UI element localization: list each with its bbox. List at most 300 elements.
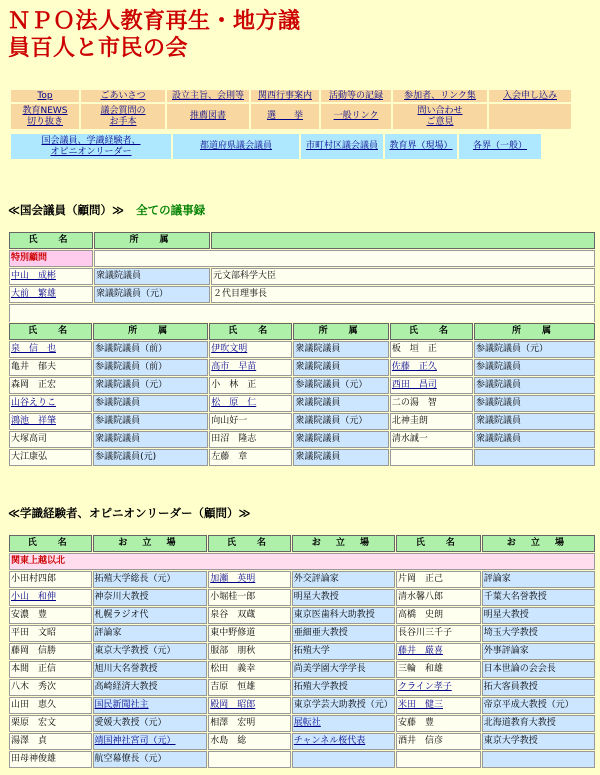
expert-position-text[interactable]: 靖国神社宮司（元）: [94, 736, 176, 746]
member-name[interactable]: [9, 341, 92, 358]
expert-position: [482, 733, 595, 750]
member-name-text[interactable]: 大前 繁雄: [11, 289, 57, 299]
nav-item-label: ごあいさつ: [100, 90, 146, 101]
category-item-4[interactable]: [458, 133, 542, 160]
expert-name[interactable]: [396, 697, 481, 714]
member-name[interactable]: [9, 413, 92, 430]
expert-position-text: 帝京平成大教授（元）: [483, 700, 574, 710]
expert-position-text: 評論家: [483, 574, 511, 584]
expert-position-text: 外事評論家: [483, 646, 529, 656]
member-name[interactable]: [390, 377, 473, 394]
expert-position: [482, 679, 595, 696]
category-item-1[interactable]: [172, 133, 300, 160]
expert-name-text[interactable]: 殿岡 昭郎: [210, 700, 256, 710]
expert-position[interactable]: [93, 697, 208, 714]
table-row: [9, 431, 595, 448]
member-affiliation-text: 衆議院議員: [295, 452, 341, 462]
member-name: [390, 413, 473, 430]
expert-position: [292, 751, 395, 768]
category-item-label: 教育界（現場）: [389, 141, 453, 151]
spacer-row: [9, 304, 595, 323]
table-row: [9, 679, 595, 696]
expert-name: [9, 679, 92, 696]
expert-position-text: 明星大教授: [483, 610, 529, 620]
column-header: 所 属: [94, 232, 210, 249]
member-name[interactable]: [9, 286, 93, 303]
blank-cell: [9, 304, 595, 323]
member-affiliation: [93, 431, 208, 448]
table-row: [9, 751, 595, 768]
member-affiliation: [93, 341, 208, 358]
expert-position-text: 神奈川大教授: [94, 592, 149, 602]
member-name-text: 清水誠一: [391, 434, 428, 444]
expert-name-text[interactable]: 小山 和伸: [11, 592, 57, 602]
member-note-text: ２代目理事長: [213, 289, 268, 299]
expert-name[interactable]: [208, 571, 291, 588]
expert-position: [93, 607, 208, 624]
table-row: [9, 571, 595, 588]
expert-name: [9, 697, 92, 714]
expert-position-text: 拓殖大学教授: [293, 682, 348, 692]
member-name-text[interactable]: 鴻池 祥肇: [11, 416, 57, 426]
expert-position-text: 愛媛大教授（元）: [94, 718, 167, 728]
member-name: [390, 449, 473, 466]
expert-name-text[interactable]: クライン孝子: [397, 682, 452, 692]
member-affiliation-text: 参議院議員: [95, 398, 141, 408]
nav-sub-item-2[interactable]: [166, 103, 250, 130]
expert-position: [292, 589, 395, 606]
member-affiliation: [293, 413, 389, 430]
expert-name-text: 三輪 和雄: [397, 664, 443, 674]
expert-position-text: 評論家: [94, 628, 122, 638]
expert-name: [208, 679, 291, 696]
expert-name: [9, 625, 92, 642]
member-affiliation: [293, 395, 389, 412]
expert-position: [482, 571, 595, 588]
expert-name-text: 高橋 史朗: [397, 610, 443, 620]
expert-position: [292, 625, 395, 642]
expert-name: [9, 661, 92, 678]
expert-position-text: 尚美学園大学学長: [293, 664, 366, 674]
expert-name-text: 田母神俊雄: [11, 754, 57, 764]
member-affiliation: [474, 341, 595, 358]
column-header: 氏 名: [9, 535, 92, 552]
all-minutes-link[interactable]: 全ての議事録: [136, 203, 206, 217]
member-name-text: 小 林 正: [211, 380, 257, 390]
table-row: [9, 589, 595, 606]
member-name: [9, 449, 92, 466]
expert-name-text: 水島 総: [210, 736, 247, 746]
member-name-text[interactable]: 佐藤 正久: [391, 362, 437, 372]
expert-name: [208, 589, 291, 606]
column-header: 氏 名: [208, 535, 291, 552]
member-affiliation-text: 衆議院議員（元）: [295, 416, 368, 426]
expert-name-text: 小堀桂一郎: [210, 592, 256, 602]
site-title: [8, 8, 428, 62]
member-affiliation: [93, 377, 208, 394]
member-name-text[interactable]: 松 原 仁: [211, 398, 257, 408]
table-row: [9, 607, 595, 624]
member-affiliation-text: 参議院議員: [476, 398, 522, 408]
expert-position: [292, 679, 395, 696]
member-affiliation: [293, 431, 389, 448]
nav-item-4[interactable]: [320, 89, 392, 103]
nav-sub-item-6: [488, 103, 572, 130]
member-name-text[interactable]: 山谷えりこ: [11, 398, 57, 408]
member-affiliation: [94, 268, 210, 285]
expert-position-text: 千葉大名誉教授: [483, 592, 547, 602]
expert-name-text: 本間 正信: [11, 664, 57, 674]
expert-position-text[interactable]: 展転社: [293, 718, 321, 728]
diet-members-table: [8, 322, 596, 467]
nav-item-label: 活動等の記録: [328, 90, 383, 101]
expert-name-text: 松田 義幸: [210, 664, 256, 674]
member-name-text: 大江康弘: [11, 452, 48, 462]
expert-name-text: 東中野修道: [210, 628, 256, 638]
member-affiliation-text: 衆議院議員: [295, 344, 341, 354]
expert-position: [292, 697, 395, 714]
category-item-0[interactable]: [10, 133, 172, 160]
diet-heading-text: ≪国会議員（顧問）≫: [8, 203, 125, 217]
member-name-text[interactable]: 中山 成彬: [11, 271, 57, 281]
nav-sub-item-label: 問い合わせ: [417, 105, 463, 116]
expert-position: [93, 625, 208, 642]
expert-position: [482, 607, 595, 624]
nav-sub-item-label: 選 挙: [266, 111, 303, 121]
member-affiliation-text: 衆議院議員: [476, 416, 522, 426]
expert-name: [208, 661, 291, 678]
member-affiliation-text: 衆議院議員: [295, 434, 341, 444]
expert-position-text: 埼玉大学教授: [483, 628, 538, 638]
expert-name-text[interactable]: 藤井 厳喜: [397, 646, 443, 656]
member-name: [209, 377, 292, 394]
member-affiliation-text: 衆議院議員: [96, 271, 142, 281]
table-row: [9, 625, 595, 642]
region-row: [9, 553, 595, 570]
member-name[interactable]: [209, 395, 292, 412]
nav-row-3: [10, 133, 600, 160]
expert-name-text: 安藤 豊: [397, 718, 434, 728]
nav-item-label: 参加者、リンク集: [404, 90, 476, 101]
expert-position: [93, 715, 208, 732]
expert-name-text[interactable]: 加瀬 英明: [210, 574, 256, 584]
member-name[interactable]: [209, 341, 292, 358]
expert-position-text: 明星大教授: [293, 592, 339, 602]
member-affiliation-text: 衆議院議員: [295, 398, 341, 408]
expert-name: [396, 751, 481, 768]
member-name[interactable]: [9, 395, 92, 412]
expert-position[interactable]: [93, 733, 208, 750]
header-row: [9, 535, 595, 552]
member-name-text[interactable]: 伊吹文明: [211, 344, 248, 354]
member-name-text: 左藤 章: [211, 452, 248, 462]
nav-item-label: 設立主旨、会則等: [171, 90, 244, 101]
expert-name: [9, 751, 92, 768]
member-name: [9, 377, 92, 394]
member-name-text[interactable]: 高市 早苗: [211, 362, 257, 372]
nav-row-1: [10, 89, 600, 103]
expert-position-text: 高崎経済大教授: [94, 682, 158, 692]
member-affiliation-text: 参議院議員: [476, 362, 522, 372]
member-name-text[interactable]: 泉 信 也: [11, 344, 57, 354]
expert-name: [9, 733, 92, 750]
nav-item-5[interactable]: [392, 89, 488, 103]
member-affiliation-text: 参議院議員（前）: [95, 362, 168, 372]
member-name-text[interactable]: 西田 昌司: [391, 380, 437, 390]
expert-position-text[interactable]: チャンネル桜代表: [293, 736, 366, 746]
expert-name-text: 長谷川三千子: [397, 628, 452, 638]
member-name[interactable]: [9, 268, 93, 285]
column-header: お 立 場: [482, 535, 595, 552]
expert-position-text: 東京学芸大助教授（元）: [293, 700, 393, 710]
expert-name-text: 清水馨八郎: [397, 592, 443, 602]
expert-position: [292, 571, 395, 588]
nav-item-1[interactable]: [80, 89, 166, 103]
expert-name: [396, 589, 481, 606]
nav-sub-item-label: 推薦図書: [189, 111, 226, 121]
column-header: 氏 名: [396, 535, 481, 552]
category-item-2[interactable]: [300, 133, 384, 160]
column-header: 氏 名: [9, 232, 93, 249]
nav-sub-item-label: ご意見: [426, 116, 454, 127]
member-affiliation: [474, 377, 595, 394]
expert-position: [482, 751, 595, 768]
nav-item-3[interactable]: [250, 89, 320, 103]
expert-position: [93, 571, 208, 588]
expert-name[interactable]: [396, 679, 481, 696]
table-row: [9, 643, 595, 660]
member-affiliation: [293, 377, 389, 394]
nav-sub-item-3[interactable]: [250, 103, 320, 130]
expert-name-text: 安濃 豊: [11, 610, 48, 620]
member-affiliation-text: 衆議院議員: [95, 434, 141, 444]
member-name-text: 向山好一: [211, 416, 248, 426]
member-name-text: 二の湯 智: [391, 398, 437, 408]
expert-name[interactable]: [9, 589, 92, 606]
expert-name: [396, 733, 481, 750]
expert-position: [93, 589, 208, 606]
expert-name-text: 酒井 信彦: [397, 736, 443, 746]
expert-position-text: 亜細亜大教授: [293, 628, 348, 638]
special-label-row: [9, 250, 595, 267]
expert-position-text: 北海道教育大教授: [483, 718, 556, 728]
diet-section-heading: [8, 202, 205, 218]
nav-item-label: 入会申し込み: [502, 90, 557, 101]
expert-name-text: 服部 朋秋: [210, 646, 256, 656]
category-item-label: 国会議員、学識経験者、: [41, 135, 141, 146]
member-note: [211, 286, 595, 303]
expert-name-text: 山田 恵久: [11, 700, 57, 710]
member-affiliation: [93, 449, 208, 466]
nav-sub-item-5[interactable]: [392, 103, 488, 130]
member-affiliation: [474, 413, 595, 430]
expert-position-text: 航空幕僚長（元）: [94, 754, 167, 764]
column-header: 所 属: [474, 323, 595, 340]
table-row: [9, 449, 595, 466]
nav-sub-item-1[interactable]: [80, 103, 166, 130]
nav-item-label: 関西行事案内: [257, 90, 312, 101]
nav-item-label: Top: [37, 90, 53, 101]
region-label: 関東上越以北: [9, 553, 595, 570]
category-item-label: 市町村区議会議員: [305, 141, 378, 151]
member-affiliation-text: 参議院議員: [95, 416, 141, 426]
expert-position: [292, 607, 395, 624]
member-name[interactable]: [390, 359, 473, 376]
nav-sub-item-label: 議会質問の: [100, 105, 146, 116]
member-affiliation: [293, 449, 389, 466]
expert-name: [396, 571, 481, 588]
member-affiliation-text: 衆議院議員（元）: [96, 289, 169, 299]
expert-name-text: 平田 文昭: [11, 628, 57, 638]
nav-sub-item-label: 教育NEWS: [22, 105, 68, 116]
experts-heading-text: ≪学識経験者、オピニオンリーダー（顧問）≫: [8, 506, 251, 520]
member-affiliation-text: 参議院議員(元): [95, 452, 157, 462]
table-row: [9, 715, 595, 732]
expert-name-text: 吉原 恒雄: [210, 682, 256, 692]
member-affiliation: [93, 395, 208, 412]
table-row: [9, 341, 595, 358]
nav-item-2[interactable]: [166, 89, 250, 103]
expert-name[interactable]: [396, 643, 481, 660]
column-header: [211, 232, 595, 249]
table-row: [9, 733, 595, 750]
member-affiliation: [293, 341, 389, 358]
special-advisor-label: 特別顧問: [9, 250, 93, 267]
member-affiliation: [93, 413, 208, 430]
column-header: お 立 場: [93, 535, 208, 552]
member-affiliation: [93, 359, 208, 376]
expert-name: [396, 625, 481, 642]
nav-sub-item-label: 切り抜き: [26, 116, 63, 127]
expert-position: [482, 643, 595, 660]
expert-position: [93, 661, 208, 678]
blank-cell: [94, 250, 595, 267]
table-row: [9, 697, 595, 714]
expert-position-text: 札幌ラジオ代: [94, 610, 149, 620]
expert-name: [208, 733, 291, 750]
member-affiliation: [94, 286, 210, 303]
member-name: [9, 359, 92, 376]
expert-name: [208, 607, 291, 624]
member-affiliation: [474, 431, 595, 448]
site-title-line2: 員百人と市民の会: [8, 35, 189, 61]
member-name-text: 北神圭朗: [391, 416, 428, 426]
category-item-label: オピニオンリーダー: [50, 146, 132, 157]
expert-name[interactable]: [208, 697, 291, 714]
category-item-label: 各界（一般）: [472, 141, 527, 151]
expert-name: [396, 607, 481, 624]
expert-position-text: 旭川大名誉教授: [94, 664, 158, 674]
member-affiliation-text: 衆議院議員: [476, 434, 522, 444]
expert-position-text: 拓大客員教授: [483, 682, 538, 692]
table-row: [9, 268, 595, 285]
expert-position: [482, 589, 595, 606]
site-title-line1: ＮＰＯ法人教育再生・地方議: [8, 8, 301, 34]
expert-name: [9, 643, 92, 660]
member-affiliation: [474, 359, 595, 376]
member-name: [209, 431, 292, 448]
table-row: [9, 286, 595, 303]
expert-position: [292, 643, 395, 660]
category-item-label: 都道府県議会議員: [199, 141, 272, 151]
nav-item-0[interactable]: [10, 89, 80, 103]
table-row: [9, 413, 595, 430]
member-name-text: 森岡 正宏: [11, 380, 57, 390]
member-name-text: 田沼 隆志: [211, 434, 257, 444]
expert-name-text: 片岡 正己: [397, 574, 443, 584]
expert-position-text: 東京大学教授（元）: [94, 646, 176, 656]
header-row: [9, 323, 595, 340]
nav-sub-item-label: 一般リンク: [333, 111, 379, 121]
expert-position-text: 外交評論家: [293, 574, 339, 584]
nav-sub-item-4[interactable]: [320, 103, 392, 130]
expert-name-text: 小田村四郎: [11, 574, 57, 584]
member-affiliation-text: 衆議院議員: [295, 362, 341, 372]
member-affiliation: [293, 359, 389, 376]
member-affiliation-text: 参議院議員（前）: [95, 344, 168, 354]
member-affiliation-text: 参議院議員（元）: [476, 344, 549, 354]
column-header: お 立 場: [292, 535, 395, 552]
expert-position: [482, 661, 595, 678]
member-name: [9, 431, 92, 448]
member-affiliation-text: 参議院議員（元）: [295, 380, 368, 390]
main-nav: [10, 89, 600, 130]
column-header: 氏 名: [9, 323, 92, 340]
member-affiliation-text: 参議院議員: [476, 380, 522, 390]
expert-name: [396, 715, 481, 732]
member-note: [211, 268, 595, 285]
expert-name: [208, 625, 291, 642]
member-name: [209, 449, 292, 466]
expert-name: [208, 643, 291, 660]
expert-name-text: 相澤 宏明: [210, 718, 256, 728]
expert-name-text: 泉谷 双蔵: [210, 610, 256, 620]
member-name: [390, 341, 473, 358]
category-item-3[interactable]: [384, 133, 458, 160]
expert-position-text: 拓殖大学総長（元）: [94, 574, 176, 584]
table-row: [9, 377, 595, 394]
expert-position[interactable]: [292, 733, 395, 750]
member-name[interactable]: [209, 359, 292, 376]
expert-position: [482, 697, 595, 714]
member-affiliation: [474, 449, 595, 466]
expert-position[interactable]: [292, 715, 395, 732]
expert-position: [482, 625, 595, 642]
nav-sub-item-0[interactable]: [10, 103, 80, 130]
diet-special-table: [8, 231, 596, 324]
expert-position: [93, 751, 208, 768]
expert-position-text: 拓殖大学: [293, 646, 330, 656]
expert-name-text[interactable]: 米田 健三: [397, 700, 443, 710]
expert-name: [208, 715, 291, 732]
nav-sub-item-label: お手本: [109, 116, 137, 127]
member-note-text: 元文部科学大臣: [213, 271, 277, 281]
expert-position-text[interactable]: 国民新聞社主: [94, 700, 149, 710]
column-header: 所 属: [293, 323, 389, 340]
member-name-text: 板 垣 正: [391, 344, 437, 354]
expert-name-text: 八木 秀次: [11, 682, 57, 692]
expert-name: [9, 715, 92, 732]
expert-name: [208, 751, 291, 768]
column-header: 氏 名: [209, 323, 292, 340]
expert-position: [482, 715, 595, 732]
nav-row-2: [10, 103, 600, 130]
experts-section-heading: [8, 505, 251, 521]
header-row: [9, 232, 595, 249]
expert-position: [93, 643, 208, 660]
expert-position-text: 日本世論の会会長: [483, 664, 556, 674]
nav-item-6[interactable]: [488, 89, 572, 103]
